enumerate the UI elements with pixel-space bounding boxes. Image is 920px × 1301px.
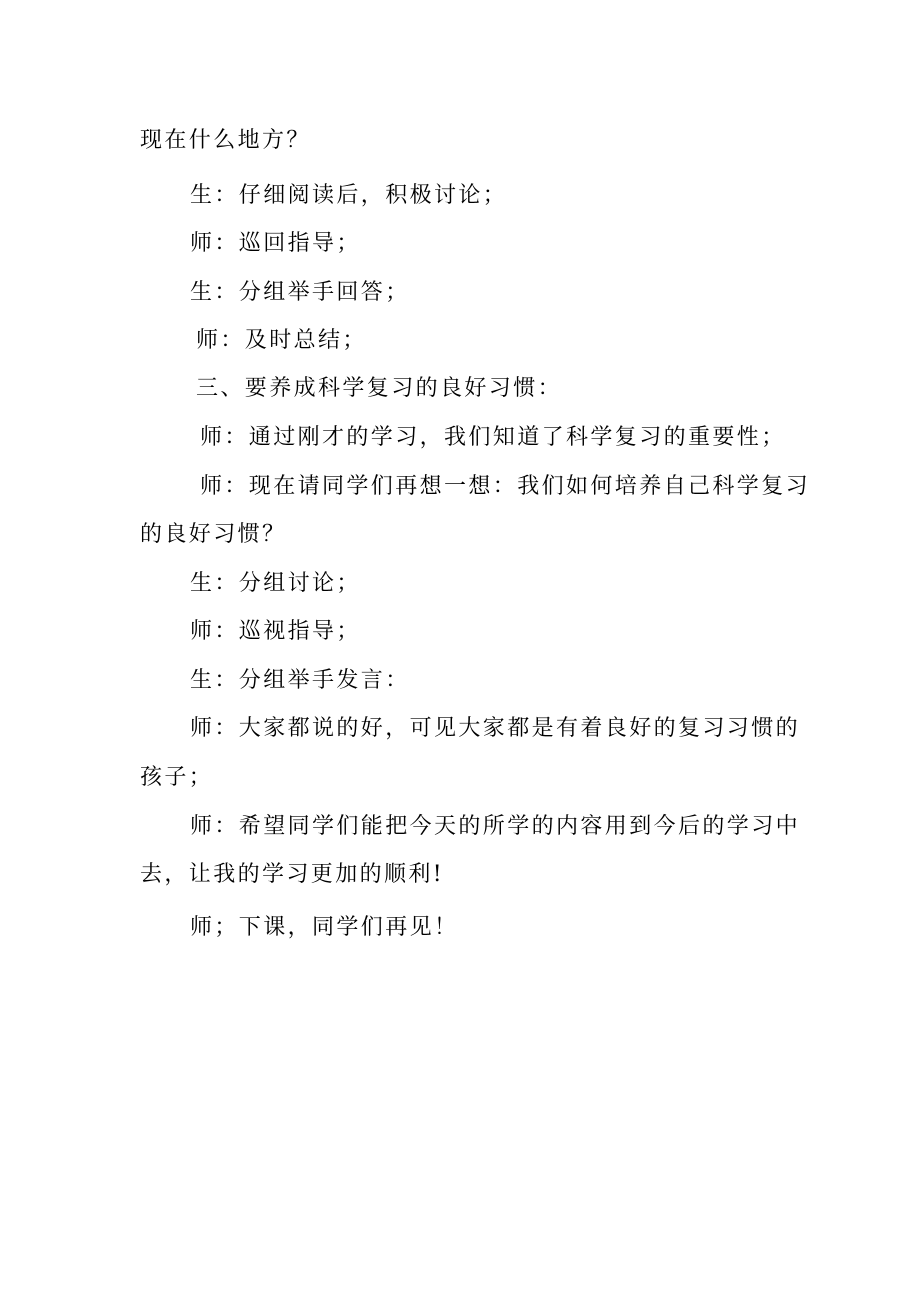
text-line-7: 师：通过刚才的学习，我们知道了科学复习的重要性； — [200, 425, 786, 450]
text-line-17: 师；下课，同学们再见！ — [190, 915, 459, 940]
section-heading: 三、要养成科学复习的良好习惯： — [196, 376, 563, 401]
text-line-1: 现在什么地方？ — [140, 128, 311, 153]
text-line-8: 师：现在请同学们再想一想：我们如何培养自己科学复习 — [200, 474, 811, 499]
text-line-14: 孩子； — [140, 765, 214, 790]
text-line-11: 师：巡视指导； — [190, 619, 361, 644]
text-line-13: 师：大家都说的好，可见大家都是有着良好的复习习惯的 — [190, 716, 801, 741]
text-line-10: 生：分组讨论； — [190, 571, 361, 596]
text-line-16: 去，让我的学习更加的顺利! — [140, 862, 445, 887]
text-line-12: 生：分组举手发言： — [190, 668, 410, 693]
text-line-5: 师：及时总结； — [196, 328, 367, 353]
text-line-4: 生：分组举手回答； — [190, 280, 410, 305]
text-line-9: 的良好习惯？ — [140, 522, 287, 547]
text-line-3: 师：巡回指导； — [190, 231, 361, 256]
text-line-15: 师：希望同学们能把今天的所学的内容用到今后的学习中 — [190, 814, 801, 839]
text-line-2: 生：仔细阅读后，积极讨论； — [190, 183, 508, 208]
